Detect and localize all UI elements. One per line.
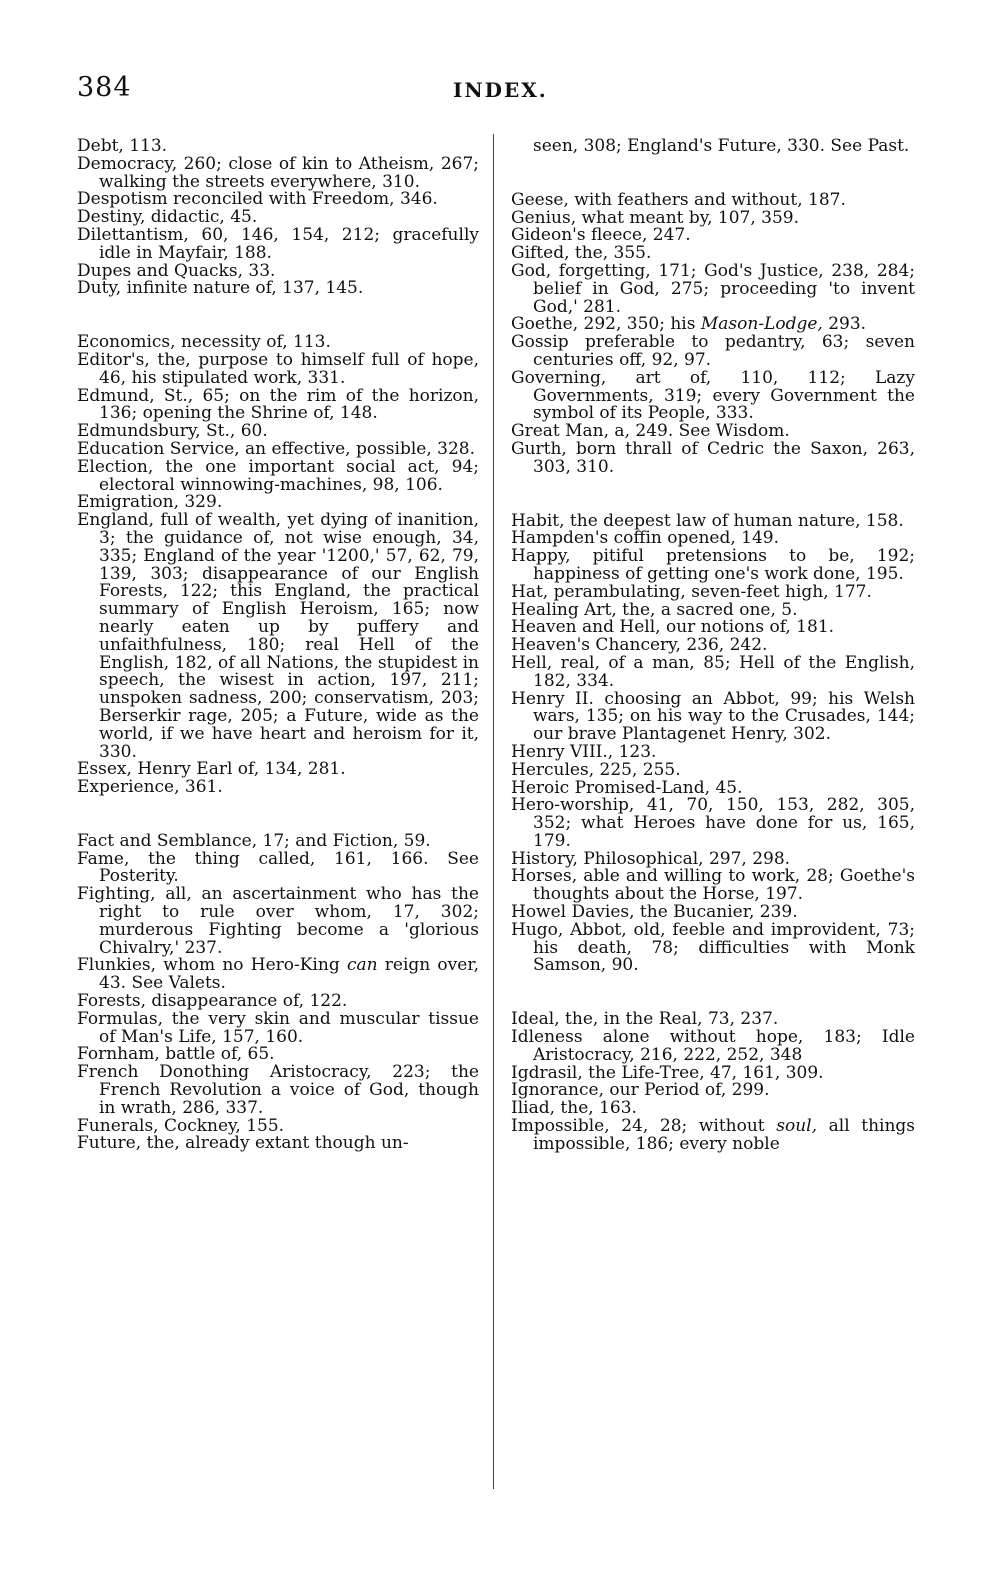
index-entry: Howel Davies, the Bucanier, 239. [511,902,798,923]
index-entry [77,957,479,993]
index-entry: Dupes and Quacks, 33. [77,260,276,281]
index-entry: Igdrasil, the Life-Tree, 47, 161, 309. [511,1062,824,1083]
index-entry: Horses, able and willing to work, 28; Goethe's thoughts about the Horse, 197. [511,866,915,905]
index-entry: Idleness alone without hope, 183; Idle Aristocracy, 216, 222, 252, 348 [511,1027,915,1065]
index-entry: God, forgetting, 171; God's Justice, 238, 284; belief in God, 275; proceeding 'to invent God,' 281. [511,260,915,317]
entry-text: Goethe, 292, 350; his [511,314,696,335]
index-entry: Dilettantism, 60, 146, 154, 212; gracefully idle in Mayfair, 188. [77,224,479,263]
index-entry: Fact and Semblance, 17; and Fiction, 59. [77,830,431,851]
index-entry: Fame, the thing called, 161, 166. See Posterity. [77,848,479,887]
italic-text: soul, [776,1116,818,1137]
index-entry: History, Philosophical, 297, 298. [511,848,791,869]
index-entry: Gifted, the, 355. [511,243,652,264]
section-gap [77,298,479,334]
index-entry: England, full of wealth, yet dying of inanition, 3; the guidance of, not wise enough, 34, 335; England of the year '1200,' 57, 62, 79, 139, 303; disappearance of our English Forests, 122; this England, the practical summary of English Heroism, 165; now nearly eaten up by puffery and unfaithfulness, 180; real Hell of the English, 182, of all Nations, the stupidest in speech, the wisest in action, 197, 211; unspoken sadness, 200; conservatism, 203; Berserkir rage, 205; a Future, wide as the world, if we have heart and heroism for it, 330. [77,510,479,762]
index-entry: Henry II. choosing an Abbot, 99; his Welsh wars, 135; on his way to the Crusades, 144; our brave Plantagenet Henry, 302. [511,688,915,745]
index-entry: Democracy, 260; close of kin to Atheism, 267; walking the streets everywhere, 310. [77,153,479,192]
index-entry: Edmund, St., 65; on the rim of the horizon, 136; opening the Shrine of, 148. [77,385,479,424]
index-entry: Despotism reconciled with Freedom, 346. [77,189,438,210]
index-entry: Henry VIII., 123. [511,741,657,762]
index-entry: Hell, real, of a man, 85; Hell of the English, 182, 334. [511,652,915,691]
index-entry: Education Service, an effective, possible, 328. [77,438,476,459]
index-entry: Habit, the deepest law of human nature, 158. [511,510,904,531]
index-entry: Fornham, battle of, 65. [77,1044,275,1065]
index-entry: Formulas, the very skin and muscular tissue of Man's Life, 157, 160. [77,1008,479,1047]
index-entry: Hercules, 225, 255. [511,759,681,780]
index-entry: Emigration, 329. [77,492,223,513]
entry-text: 293. [828,314,867,335]
index-entry: Debt, 113. [77,136,168,156]
column-divider [493,134,494,1489]
index-entry: Fighting, all, an ascertainment who has the right to rule over whom, 17, 302; murderous Fighting become a 'glorious Chivalry,' 237. [77,884,479,958]
entry-text: reign over, 43. See Valets. [99,955,479,994]
section-gap [77,797,479,833]
italic-text: can [346,955,378,976]
index-entry: Hat, perambulating, seven-feet high, 177. [511,581,872,602]
index-entry: Editor's, the, purpose to himself full of hope, 46, his stipulated work, 331. [77,349,479,388]
index-entry: Heaven and Hell, our notions of, 181. [511,617,835,638]
page-number: 384 [77,72,132,103]
index-entry: Iliad, the, 163. [511,1098,637,1119]
index-entry: Gurth, born thrall of Cedric the Saxon, 263, 303, 310. [511,438,915,477]
index-entry: Gossip preferable to pedantry, 63; seven centuries off, 92, 97. [511,332,915,370]
index-entry: Economics, necessity of, 113. [77,332,331,353]
index-entry: French Donothing Aristocracy, 223; the French Revolution a voice of God, though in wrath, 286, 337. [77,1062,479,1118]
index-entry: Geese, with feathers and without, 187. [511,189,846,210]
entry-text: Impossible, 24, 28; without [511,1116,765,1137]
index-entry: Genius, what meant by, 107, 359. [511,207,800,228]
index-column-left [77,138,479,1153]
entry-text: Flunkies, whom no Hero-King [77,955,340,976]
index-entry: Forests, disappearance of, 122. [77,991,348,1012]
index-entry: Essex, Henry Earl of, 134, 281. [77,759,346,780]
italic-text: Mason-Lodge, [700,314,823,335]
index-entry: Great Man, a, 249. See Wisdom. [511,421,790,442]
index-entry: Hugo, Abbot, old, feeble and improvident, 73; his death, 78; difficulties with Monk Samson, 90. [511,919,915,976]
index-entry: Governing, art of, 110, 112; Lazy Governments, 319; every Government the symbol of its People, 333. [511,367,915,424]
index-entry: Funerals, Cockney, 155. [77,1115,285,1136]
index-entry: Hampden's coffin opened, 149. [511,528,780,549]
index-entry: Gideon's fleece, 247. [511,225,691,246]
index-entry: Heaven's Chancery, 236, 242. [511,635,768,656]
section-gap [511,975,915,1011]
index-entry: Hero-worship, 41, 70, 150, 153, 282, 305, 352; what Heroes have done for us, 165, 179. [511,795,915,851]
index-entry: Ideal, the, in the Real, 73, 237. [511,1009,779,1030]
entry-text: all things impossible, 186; every noble [533,1116,916,1154]
index-entry [511,1118,915,1154]
index-entry: Happy, pitiful pretensions to be, 192; happiness of getting one's work done, 195. [511,546,915,584]
index-entry-continued: seen, 308; England's Future, 330. See Past. [533,136,910,156]
index-entry: Experience, 361. [77,777,223,798]
index-entry: Healing Art, the, a sacred one, 5. [511,599,798,620]
index-entry: Ignorance, our Period of, 299. [511,1080,770,1101]
index-column-right [511,138,915,1154]
running-head: INDEX. [453,78,548,102]
index-entry: Duty, infinite nature of, 137, 145. [77,278,364,299]
index-entry: Destiny, didactic, 45. [77,207,258,228]
section-gap [511,156,915,192]
index-entry: Edmundsbury, St., 60. [77,421,268,442]
section-gap [511,477,915,513]
index-entry: Heroic Promised-Land, 45. [511,777,743,798]
index-entry: Election, the one important social act, 94; electoral winnowing-machines, 98, 106. [77,456,479,495]
index-entry: Future, the, already extant though un- [77,1133,409,1154]
